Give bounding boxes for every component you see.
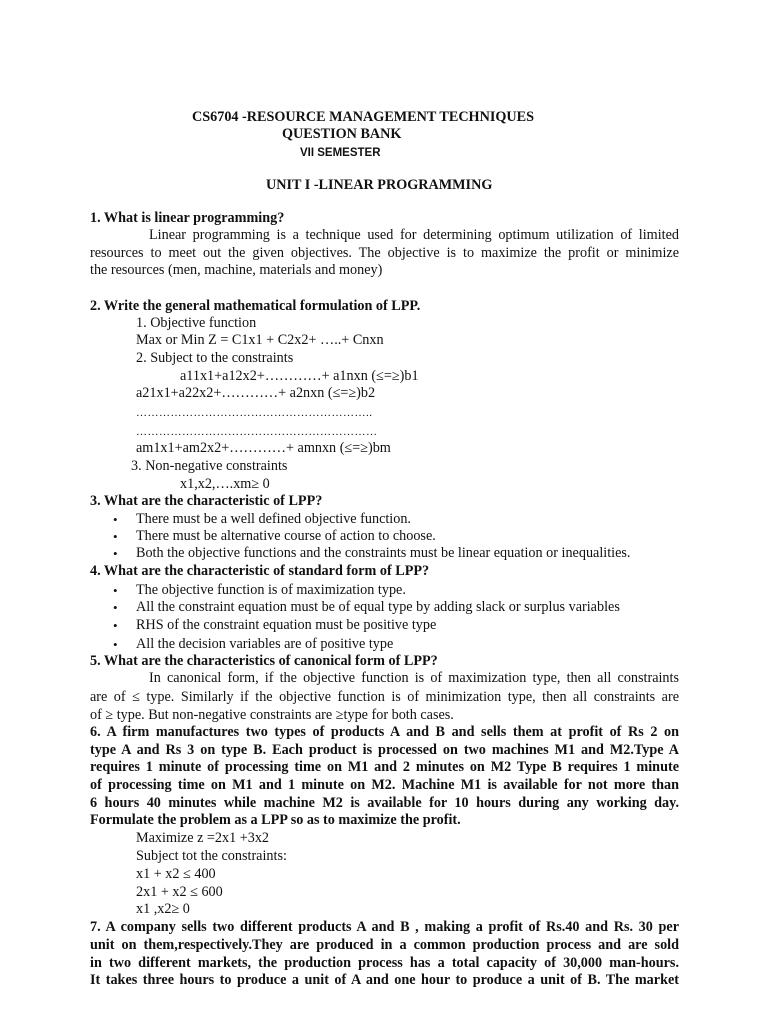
q6-line-3: requires 1 minute of processing time on M1 and 2 minutes on M2 Type B requires 1 minute — [90, 759, 679, 775]
doc-type: QUESTION BANK — [282, 126, 402, 142]
q2-title: 2. Write the general mathematical formulation of LPP. — [90, 298, 421, 314]
q5-title: 5. What are the characteristics of canonical form of LPP? — [90, 653, 438, 669]
q2-constraints-heading: 2. Subject to the constraints — [136, 350, 294, 366]
q7-line-1: 7. A company sells two different products A and B , making a profit of Rs.40 and Rs. 30 per — [90, 919, 679, 935]
q7-line-4: It takes three hours to produce a unit of A and one hour to produce a unit of B. The market — [90, 972, 679, 988]
q6-constraint-2: 2x1 + x2 ≤ 600 — [136, 884, 223, 900]
bullet-icon: • — [113, 529, 118, 544]
q6-objective: Maximize z =2x1 +3x2 — [136, 830, 270, 846]
q7-line-3: in two different markets, the production process has a total capacity of 30,000 man-hours. — [90, 955, 679, 971]
q2-dots-1: …………………………………………………….. — [136, 407, 373, 419]
q6-line-4: of processing time on M1 and 1 minute on M2. Machine M1 is available for not more than — [90, 777, 679, 793]
unit-title: UNIT I -LINEAR PROGRAMMING — [266, 177, 493, 193]
bullet-icon: • — [113, 637, 118, 652]
q4-title: 4. What are the characteristic of standard form of LPP? — [90, 563, 430, 579]
q6-constraint-1: x1 + x2 ≤ 400 — [136, 866, 216, 882]
q1-line-1: Linear programming is a technique used for determining optimum utilization of limited — [149, 227, 679, 243]
q6-line-5: 6 hours 40 minutes while machine M2 is available for 10 hours during any working day. — [90, 795, 679, 811]
q4-bullet-3: RHS of the constraint equation must be positive type — [136, 617, 437, 633]
q2-constraint-2: a21x1+a22x2+…………+ a2nxn (≤=≥)b2 — [136, 385, 376, 401]
bullet-icon: • — [113, 583, 118, 598]
q3-bullet-3: Both the objective functions and the constraints must be linear equation or inequalities. — [136, 545, 631, 561]
semester: VII SEMESTER — [300, 147, 381, 159]
q4-bullet-4: All the decision variables are of positive type — [136, 636, 394, 652]
bullet-icon: • — [113, 546, 118, 561]
q2-nonneg-heading: 3. Non-negative constraints — [131, 458, 288, 474]
q6-line-1: 6. A firm manufactures two types of products A and B and sells them at profit of Rs 2 on — [90, 724, 679, 740]
q4-bullet-2: All the constraint equation must be of equal type by adding slack or surplus variables — [136, 599, 620, 615]
q2-constraint-1: a11x1+a12x2+…………+ a1nxn (≤=≥)b1 — [180, 368, 419, 384]
q6-line-2: type A and Rs 3 on type B. Each product is processed on two machines M1 and M2.Type A — [90, 742, 679, 758]
q2-objective-eq: Max or Min Z = C1x1 + C2x2+ …..+ Cnxn — [136, 332, 384, 348]
q1-line-3: the resources (men, machine, materials and money) — [90, 262, 383, 278]
course-title: CS6704 -RESOURCE MANAGEMENT TECHNIQUES — [192, 109, 534, 125]
q1-title: 1. What is linear programming? — [90, 210, 285, 226]
q3-bullet-1: There must be a well defined objective function. — [136, 511, 411, 527]
q6-constraint-3: x1 ,x2≥ 0 — [136, 901, 190, 917]
q7-line-2: unit on them,respectively.They are produced in a common production process and are sold — [90, 937, 679, 953]
bullet-icon: • — [113, 512, 118, 527]
q2-constraint-m: am1x1+am2x2+…………+ amnxn (≤=≥)bm — [136, 440, 391, 456]
bullet-icon: • — [113, 600, 118, 615]
q5-line-3: of ≥ type. But non-negative constraints are ≥type for both cases. — [90, 707, 454, 723]
q5-line-1: In canonical form, if the objective function is of maximization type, then all constraints — [149, 670, 679, 686]
q2-objective-heading: 1. Objective function — [136, 315, 257, 331]
q1-line-2: resources to meet out the given objectives. The objective is to maximize the profit or minimize — [90, 245, 679, 261]
q3-bullet-2: There must be alternative course of action to choose. — [136, 528, 436, 544]
q6-subject-to: Subject tot the constraints: — [136, 848, 287, 864]
q5-line-2: are of ≤ type. Similarly if the objective function is of minimization type, then all constraints are — [90, 689, 679, 705]
q6-line-6: Formulate the problem as a LPP so as to maximize the profit. — [90, 812, 461, 828]
q4-bullet-1: The objective function is of maximization type. — [136, 582, 406, 598]
bullet-icon: • — [113, 618, 118, 633]
q3-title: 3. What are the characteristic of LPP? — [90, 493, 323, 509]
q2-dots-2: ……………………………………………………… — [136, 426, 378, 438]
q2-nonneg-eq: x1,x2,….xm≥ 0 — [180, 476, 270, 492]
